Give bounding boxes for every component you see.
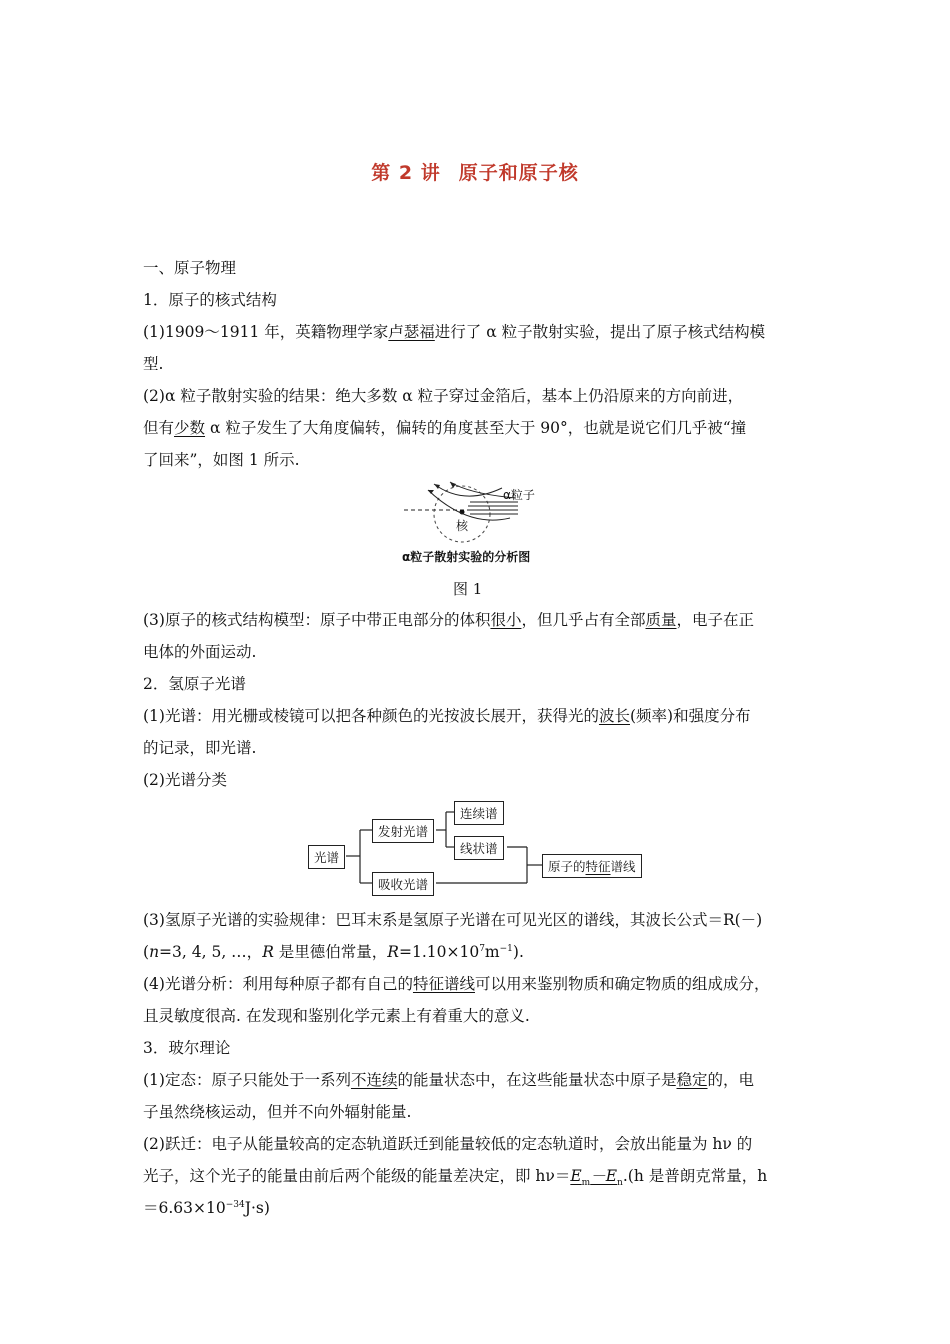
paragraph-1-line-1: (1)1909～1911 年，英籍物理学家卢瑟福进行了 α 粒子散射实验，提出了原子核式结构模 — [143, 323, 766, 341]
paragraph-9-line-1: (2)跃迁：电子从能量较高的定态轨道跃迁到能量较低的定态轨道时，会放出能量为 hν 的 — [143, 1135, 753, 1153]
answer-rutherford: 卢瑟福 — [388, 323, 435, 341]
paragraph-6-line-2: (n=3, 4, 5, …，R 是里德伯常量，$R=1.10\times 10^7m^{-1}$). — [143, 943, 524, 961]
paragraph-8-line-1: (1)定态：原子只能处于一系列不连续的能量状态中，在这些能量状态中原子是稳定的，电 — [143, 1071, 755, 1089]
subheading-nuclear-structure: 1．原子的核式结构 — [143, 291, 277, 309]
paragraph-8-line-2: 子虽然绕核运动，但并不向外辐射能量. — [143, 1103, 412, 1121]
diagram-node-absorption: 吸收光谱 — [372, 872, 434, 896]
answer-few: 少数 — [174, 419, 206, 437]
answer-stable: 稳定 — [676, 1071, 708, 1089]
answer-very-small: 很小 — [490, 611, 522, 629]
answer-characteristic-lines: 特征谱线 — [412, 975, 475, 993]
paragraph-4-line-1: (1)光谱：用光栅或棱镜可以把各种颜色的光按波长展开，获得光的波长(频率)和强度分布 — [143, 707, 751, 725]
subheading-hydrogen-spectrum: 2．氢原子光谱 — [143, 675, 246, 693]
figure-number: 图 1 — [453, 580, 483, 598]
paragraph-2-line-3: 了回来”，如图 1 所示. — [143, 451, 300, 469]
answer-wavelength: 波长 — [598, 707, 630, 725]
section-heading-atomic-physics: 一、原子物理 — [143, 259, 237, 277]
diagram-node-spectrum: 光谱 — [308, 845, 345, 869]
paragraph-6-line-1: (3)氢原子光谱的实验规律：巴耳末系是氢原子光谱在可见光区的谱线，其波长公式＝R(－) — [143, 911, 763, 929]
figure-caption: α粒子散射实验的分析图 — [402, 550, 531, 564]
paragraph-7-line-1: (4)光谱分析：利用每种原子都有自己的特征谱线可以用来鉴别物质和确定物质的组成成分， — [143, 975, 770, 993]
paragraph-9-line-2: 光子，这个光子的能量由前后两个能级的能量差决定，即 $h\nu=E_m-E_n.(h$ 是普朗克常量，h — [143, 1167, 768, 1189]
subheading-bohr-theory: 3．玻尔理论 — [143, 1039, 231, 1057]
paragraph-5: (2)光谱分类 — [143, 771, 227, 789]
paragraph-1-line-2: 型. — [143, 355, 164, 373]
answer-mass: 质量 — [645, 611, 677, 629]
diagram-node-continuous: 连续谱 — [454, 801, 504, 825]
paragraph-9-line-3: $=6.63\times 10^{-34}J\cdot s$) — [143, 1199, 270, 1217]
diagram-node-characteristic-lines: 原子的特征谱线 — [542, 854, 642, 878]
nucleus-label: 核 — [456, 519, 469, 533]
answer-discontinuous: 不连续 — [350, 1071, 398, 1089]
paragraph-2-line-2: 但有少数 α 粒子发生了大角度偏转，偏转的角度甚至大于 90°，也就是说它们几乎被“撞 — [143, 419, 747, 437]
paragraph-7-line-2: 且灵敏度很高. 在发现和鉴别化学元素上有着重大的意义. — [143, 1007, 530, 1025]
paragraph-4-line-2: 的记录，即光谱. — [143, 739, 257, 757]
alpha-particle-label: α粒子 — [503, 488, 535, 502]
paragraph-3-line-2: 电体的外面运动. — [143, 643, 257, 661]
page-title: 第 2 讲 原子和原子核 — [371, 162, 579, 184]
paragraph-2-line-1: (2)α 粒子散射实验的结果：绝大多数 α 粒子穿过金箔后，基本上仍沿原来的方向前进， — [143, 387, 744, 405]
paragraph-3-line-1: (3)原子的核式结构模型：原子中带正电部分的体积很小，但几乎占有全部质量，电子在正 — [143, 611, 755, 629]
diagram-node-emission: 发射光谱 — [372, 819, 434, 843]
diagram-node-line-spectrum: 线状谱 — [454, 836, 504, 860]
answer-energy-difference: $E_m-E_n$ — [570, 1167, 623, 1189]
